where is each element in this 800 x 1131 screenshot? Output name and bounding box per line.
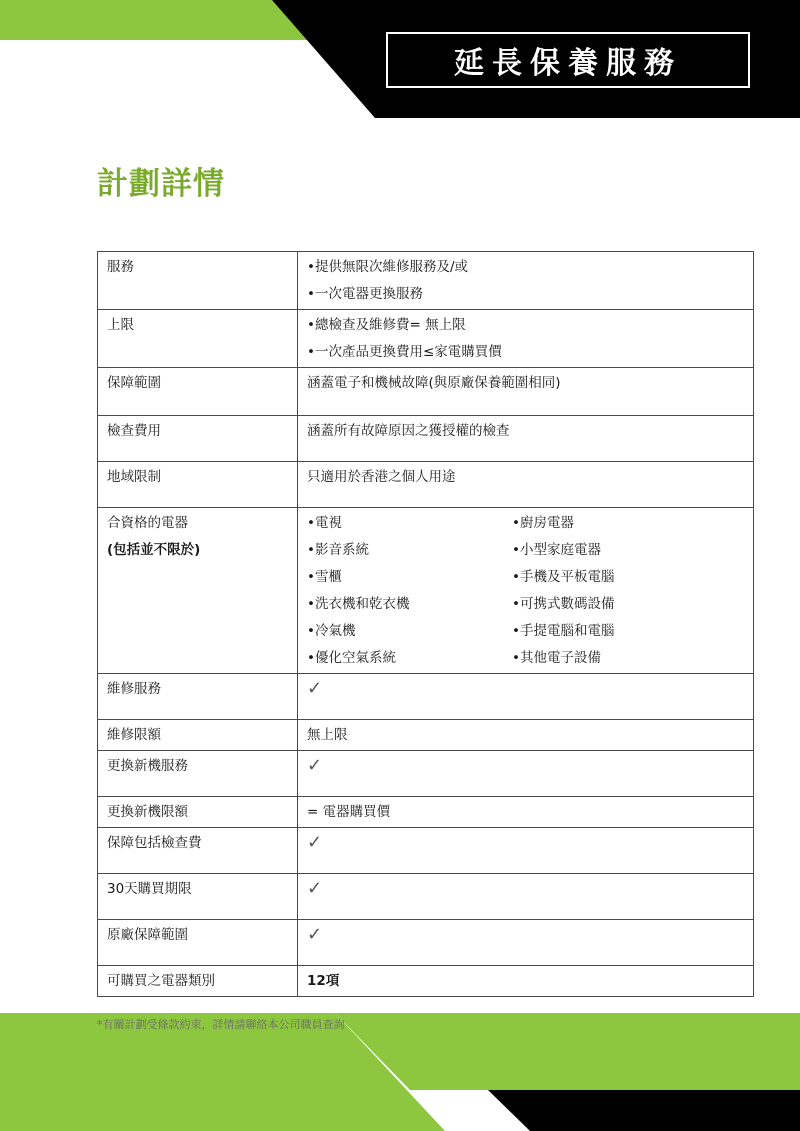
row-value: 只適用於香港之個人用途	[298, 462, 754, 508]
table-row	[98, 252, 754, 310]
row-label: 維修服務	[98, 674, 298, 720]
row-label: 可購買之電器類別	[98, 966, 298, 997]
row-label: 服務	[98, 252, 298, 310]
row-value: 12項	[298, 966, 754, 997]
table-row	[98, 828, 754, 874]
value-line: •總檢查及維修費= 無上限	[307, 317, 466, 333]
row-value: 涵蓋所有故障原因之獲授權的檢查	[298, 416, 754, 462]
row-value: 涵蓋電子和機械故障(與原廠保養範圍相同)	[298, 368, 754, 416]
list-item: •雪櫃	[307, 569, 342, 585]
row-label: 地域限制	[98, 462, 298, 508]
list-item: •優化空氣系統	[307, 650, 396, 666]
row-value: = 電器購買價	[298, 797, 754, 828]
table-row	[98, 966, 754, 997]
table-row	[98, 368, 754, 416]
list-item: •小型家庭電器	[512, 542, 601, 558]
table-row	[98, 751, 754, 797]
row-label: 30天購買期限	[98, 874, 298, 920]
list-item: •廚房電器	[512, 515, 574, 531]
eligible-label: 合資格的電器	[107, 515, 188, 531]
list-item: •電視	[307, 515, 342, 531]
checkmark-icon: ✓	[307, 878, 323, 899]
row-value	[298, 920, 754, 966]
row-value	[298, 674, 754, 720]
appliance-column-1	[307, 514, 512, 667]
value-line: •提供無限次維修服務及/或	[307, 259, 469, 275]
checkmark-icon: ✓	[307, 678, 323, 699]
checkmark-icon: ✓	[307, 755, 323, 776]
table-row	[98, 874, 754, 920]
appliance-columns	[307, 514, 744, 667]
list-item: •冷氣機	[307, 623, 356, 639]
list-item: •可携式數碼設備	[512, 596, 615, 612]
table-row	[98, 797, 754, 828]
value-line: •一次產品更換費用≤家電購買價	[307, 344, 502, 360]
row-value	[298, 310, 754, 368]
row-label: 維修限額	[98, 720, 298, 751]
row-value	[298, 828, 754, 874]
list-item: •影音系統	[307, 542, 369, 558]
table-row	[98, 920, 754, 966]
table-row	[98, 674, 754, 720]
banner-title: 延長保養服務	[386, 32, 750, 88]
eligible-sublabel: (包括並不限於)	[107, 542, 201, 558]
table-row	[98, 462, 754, 508]
value-line: •一次電器更換服務	[307, 286, 423, 302]
row-label: 上限	[98, 310, 298, 368]
list-item: •洗衣機和乾衣機	[307, 596, 410, 612]
bottom-black-shape	[488, 1090, 800, 1131]
section-title: 計劃詳情	[97, 166, 225, 202]
row-label	[98, 508, 298, 674]
row-label: 原廠保障範圍	[98, 920, 298, 966]
row-label: 保障包括檢查費	[98, 828, 298, 874]
table-row	[98, 720, 754, 751]
row-label: 更換新機限額	[98, 797, 298, 828]
appliance-column-2	[512, 514, 717, 667]
row-value	[298, 252, 754, 310]
list-item: •手提電腦和電腦	[512, 623, 615, 639]
table-row	[98, 416, 754, 462]
table-row	[98, 508, 754, 674]
footnote: *有關計劃受條款約束，詳情請聯絡本公司職員查詢	[97, 1018, 345, 1031]
top-green-stripe	[0, 0, 312, 40]
list-item: •手機及平板電腦	[512, 569, 615, 585]
plan-details-table	[97, 251, 754, 997]
bottom-green-strip	[335, 1013, 800, 1090]
list-item: •其他電子設備	[512, 650, 601, 666]
table-row	[98, 310, 754, 368]
row-label: 更換新機服務	[98, 751, 298, 797]
row-value	[298, 751, 754, 797]
checkmark-icon: ✓	[307, 832, 323, 853]
checkmark-icon: ✓	[307, 924, 323, 945]
row-value: 無上限	[298, 720, 754, 751]
row-value	[298, 508, 754, 674]
row-label: 保障範圍	[98, 368, 298, 416]
row-value	[298, 874, 754, 920]
row-label: 檢查費用	[98, 416, 298, 462]
